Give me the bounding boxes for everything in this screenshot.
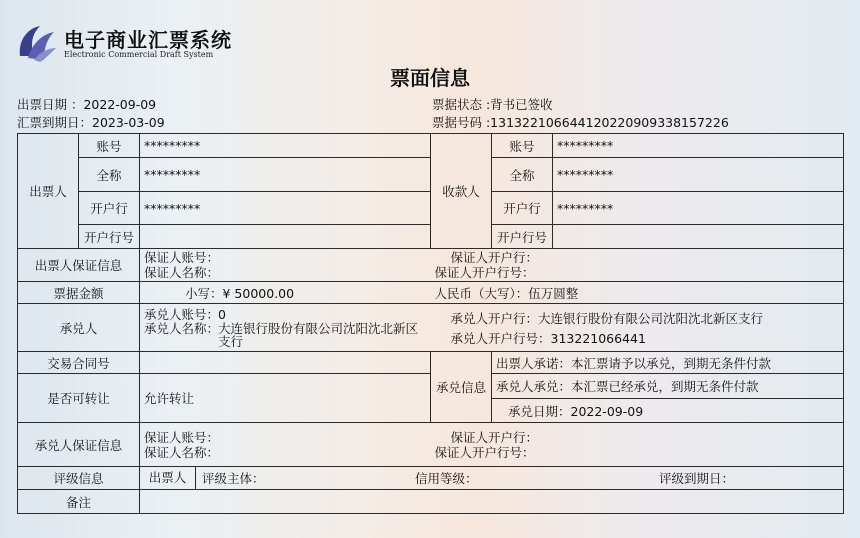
acceptor-guarantor-name: 保证人名称： xyxy=(144,444,220,460)
drawer-name: ********* xyxy=(140,158,431,192)
acceptance-promise: 出票人承诺：本汇票请予以承兑，到期无条件付款 xyxy=(492,352,844,374)
payee-name-label: 全称 xyxy=(492,158,553,192)
drawer-bank-no-label: 开户行号 xyxy=(79,225,140,249)
drawer-guarantor-bank: 保证人开户行： xyxy=(450,250,539,265)
drawer-guarantee-right xyxy=(431,249,844,282)
acceptor-guarantee-label: 承兑人保证信息 xyxy=(18,423,140,467)
system-logo xyxy=(14,22,232,66)
payee-bank-no xyxy=(553,225,844,249)
payee-bank: ********* xyxy=(553,192,844,225)
drawer-name-label: 全称 xyxy=(79,158,140,192)
draft-number: 票据号码 :131322106644120220909338157226 xyxy=(432,115,729,130)
payee-account: ********* xyxy=(553,134,844,158)
acceptor-name-label: 承兑人名称： xyxy=(144,320,220,336)
drawer-bank-no xyxy=(140,225,431,249)
drawer-account-label: 账号 xyxy=(79,134,140,158)
contract-label: 交易合同号 xyxy=(18,352,140,374)
amount-label: 票据金额 xyxy=(18,282,140,304)
draft-system-logo-icon xyxy=(14,22,58,66)
draft-status: 票据状态 :背书已签收 xyxy=(432,97,553,112)
acceptor-account: 0 xyxy=(218,306,226,322)
drawer-guarantee-label: 出票人保证信息 xyxy=(18,249,140,282)
acceptance-label: 承兑信息 xyxy=(431,352,492,423)
rating-level: 信用等级： xyxy=(415,471,478,486)
acceptance-accept: 承兑人承兑：本汇票已经承兑，到期无条件付款 xyxy=(492,374,844,399)
amount-small: 小写：¥ 50000.00 xyxy=(140,282,431,304)
acceptor-guarantee-left xyxy=(140,423,431,467)
acceptor-bank: 大连银行股份有限公司沈阳沈北新区支行 xyxy=(538,310,764,326)
rating-row xyxy=(140,467,844,490)
drawer-guarantee-left xyxy=(140,249,431,282)
payee-name: ********* xyxy=(553,158,844,192)
drawer-label: 出票人 xyxy=(18,134,79,249)
drawer-guarantor-bank-no: 保证人开户行号： xyxy=(434,265,535,280)
acceptor-bank-no: 313221066441 xyxy=(550,330,646,346)
due-date: 汇票到期日：2023-03-09 xyxy=(17,115,165,130)
acceptor-account-label: 承兑人账号： xyxy=(144,306,220,322)
drawer-guarantor-account: 保证人账号： xyxy=(144,250,220,265)
rating-expiry: 评级到期日： xyxy=(659,471,735,486)
drawer-account: ********* xyxy=(140,134,431,158)
acceptor-name: 大连银行股份有限公司沈阳沈北新区支行 xyxy=(218,320,419,349)
drawer-bank: ********* xyxy=(140,192,431,225)
drawer-bank-label: 开户行 xyxy=(79,192,140,225)
acceptor-guarantor-account: 保证人账号： xyxy=(144,429,220,445)
payee-label: 收款人 xyxy=(431,134,492,249)
rating-subject: 评级主体： xyxy=(202,471,265,486)
rating-label: 评级信息 xyxy=(18,467,140,490)
payee-bank-no-label: 开户行号 xyxy=(492,225,553,249)
amount-rmb-value: 伍万圆整 xyxy=(528,285,579,301)
acceptor-guarantee-right xyxy=(431,423,844,467)
transferable-value: 允许转让 xyxy=(140,374,431,423)
payee-account-label: 账号 xyxy=(492,134,553,158)
acceptor-label: 承兑人 xyxy=(18,304,140,352)
logo-title: 电子商业汇票系统 xyxy=(64,28,232,52)
acceptor-right xyxy=(431,304,844,352)
acceptance-date: 承兑日期：2022-09-09 xyxy=(492,399,844,423)
payee-bank-label: 开户行 xyxy=(492,192,553,225)
rating-party: 出票人 xyxy=(140,467,196,489)
acceptor-guarantor-bank-no: 保证人开户行号： xyxy=(434,444,535,460)
remark-label: 备注 xyxy=(18,490,140,514)
drawer-guarantor-name: 保证人名称： xyxy=(144,265,220,280)
acceptor-left xyxy=(140,304,431,352)
logo-subtitle: Electronic Commercial Draft System xyxy=(64,50,214,59)
acceptor-guarantor-bank: 保证人开户行： xyxy=(450,429,539,445)
transferable-label: 是否可转让 xyxy=(18,374,140,423)
acceptor-bank-label: 承兑人开户行： xyxy=(450,310,539,326)
amount-rmb-label: 人民币（大写）： xyxy=(434,285,529,301)
contract-value xyxy=(140,352,431,374)
acceptor-bank-no-label: 承兑人开户行号： xyxy=(450,330,551,346)
issue-date: 出票日期 ：2022-09-09 xyxy=(17,97,157,112)
amount-rmb xyxy=(431,282,844,304)
page-title: 票面信息 xyxy=(390,66,470,90)
remark-value xyxy=(140,490,844,514)
draft-face-table xyxy=(17,133,844,514)
